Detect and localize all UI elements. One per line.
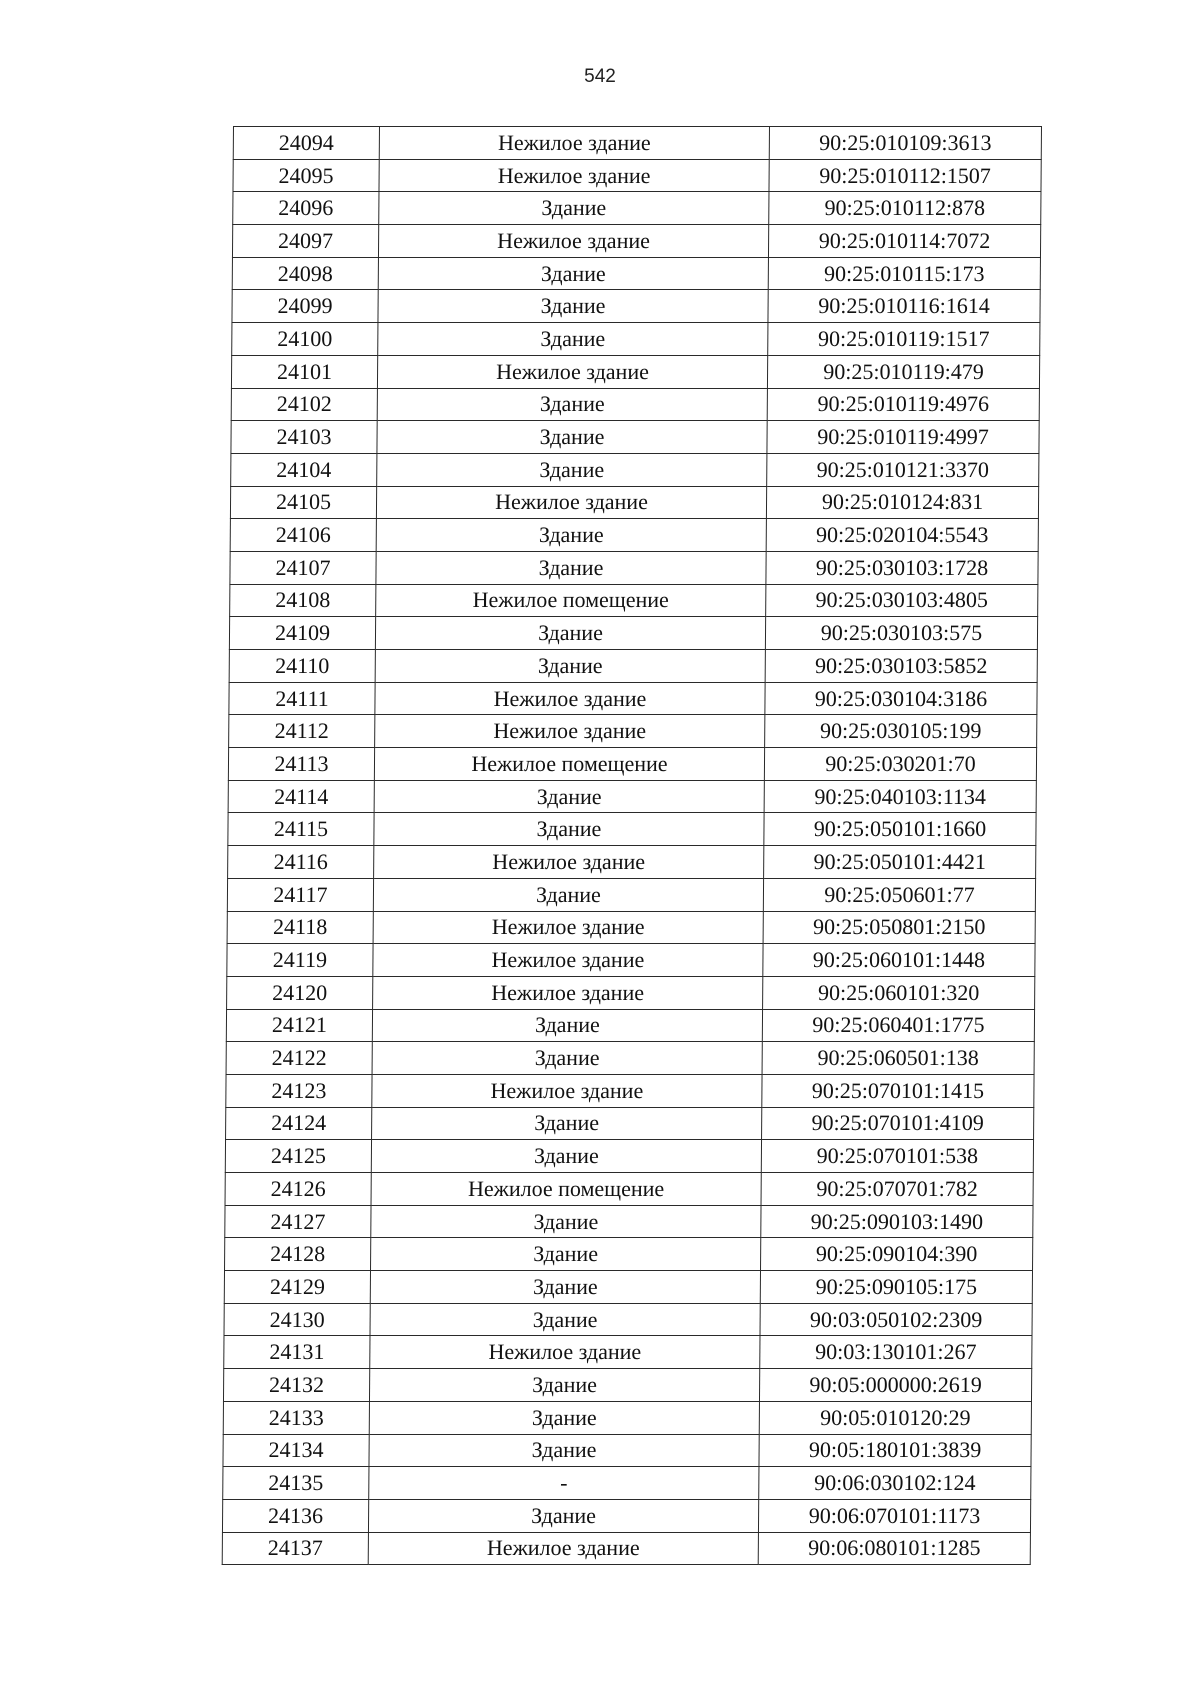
table-row xyxy=(226,1074,1034,1107)
table-row xyxy=(225,1238,1033,1271)
row-number-cell: 24119 xyxy=(227,944,373,977)
cadastral-number-cell: 90:06:070101:1173 xyxy=(758,1499,1030,1532)
row-number-cell: 24106 xyxy=(230,519,376,552)
cadastral-number-cell: 90:25:070701:782 xyxy=(761,1173,1033,1206)
object-type-cell: Здание xyxy=(377,388,767,421)
object-type-cell: Нежилое помещение xyxy=(374,748,764,781)
table-row xyxy=(232,323,1040,356)
object-type-cell: Здание xyxy=(370,1271,760,1304)
cadastral-number-cell: 90:25:070101:1415 xyxy=(762,1074,1034,1107)
object-type-cell: Нежилое здание xyxy=(373,944,763,977)
cadastral-number-cell: 90:25:010119:1517 xyxy=(768,323,1040,356)
row-number-cell: 24135 xyxy=(223,1467,369,1500)
cadastral-number-cell: 90:25:070101:538 xyxy=(761,1140,1033,1173)
table-body xyxy=(222,127,1041,1565)
table-row xyxy=(228,846,1036,879)
table-row xyxy=(225,1173,1033,1206)
table-row xyxy=(223,1434,1031,1467)
registry-table xyxy=(222,126,1042,1565)
table-row xyxy=(232,225,1040,258)
object-type-cell: Здание xyxy=(377,421,767,454)
table-row xyxy=(232,257,1040,290)
cadastral-number-cell: 90:25:010112:878 xyxy=(769,192,1041,225)
cadastral-number-cell: 90:25:050101:1660 xyxy=(764,813,1036,846)
row-number-cell: 24118 xyxy=(227,911,373,944)
cadastral-number-cell: 90:25:010119:4976 xyxy=(767,388,1039,421)
table-row xyxy=(227,911,1035,944)
object-type-cell: Здание xyxy=(378,257,768,290)
object-type-cell: Здание xyxy=(376,519,766,552)
row-number-cell: 24102 xyxy=(231,388,377,421)
cadastral-number-cell: 90:25:030201:70 xyxy=(764,748,1036,781)
table-row xyxy=(233,192,1041,225)
row-number-cell: 24134 xyxy=(223,1434,369,1467)
cadastral-number-cell: 90:25:060101:1448 xyxy=(763,944,1035,977)
cadastral-number-cell: 90:25:050801:2150 xyxy=(763,911,1035,944)
row-number-cell: 24100 xyxy=(232,323,378,356)
cadastral-number-cell: 90:25:010121:3370 xyxy=(767,453,1039,486)
cadastral-number-cell: 90:25:090105:175 xyxy=(760,1271,1032,1304)
table-row xyxy=(224,1303,1032,1336)
row-number-cell: 24109 xyxy=(229,617,375,650)
object-type-cell: Нежилое здание xyxy=(372,1074,762,1107)
object-type-cell: Здание xyxy=(377,453,767,486)
object-type-cell: Здание xyxy=(373,878,763,911)
cadastral-number-cell: 90:05:000000:2619 xyxy=(759,1369,1031,1402)
row-number-cell: 24097 xyxy=(232,225,378,258)
table-row xyxy=(229,650,1037,683)
object-type-cell: Здание xyxy=(378,290,768,323)
cadastral-number-cell: 90:25:020104:5543 xyxy=(766,519,1038,552)
object-type-cell: Нежилое здание xyxy=(378,225,768,258)
object-type-cell: Здание xyxy=(376,551,766,584)
row-number-cell: 24111 xyxy=(229,682,375,715)
table-row xyxy=(226,1009,1034,1042)
table-row xyxy=(230,486,1038,519)
table-row xyxy=(227,878,1035,911)
table-row xyxy=(226,1107,1034,1140)
object-type-cell: Нежилое здание xyxy=(375,682,765,715)
object-type-cell: Здание xyxy=(371,1238,761,1271)
row-number-cell: 24130 xyxy=(224,1303,370,1336)
table-row xyxy=(224,1271,1032,1304)
cadastral-number-cell: 90:06:080101:1285 xyxy=(758,1532,1030,1565)
row-number-cell: 24113 xyxy=(228,748,374,781)
row-number-cell: 24136 xyxy=(222,1499,368,1532)
object-type-cell: Нежилое здание xyxy=(373,911,763,944)
row-number-cell: 24098 xyxy=(232,257,378,290)
table-row xyxy=(224,1336,1032,1369)
row-number-cell: 24132 xyxy=(223,1369,369,1402)
object-type-cell: Нежилое здание xyxy=(370,1336,760,1369)
cadastral-number-cell: 90:03:130101:267 xyxy=(760,1336,1032,1369)
cadastral-number-cell: 90:25:040103:1134 xyxy=(764,780,1036,813)
object-type-cell: Здание xyxy=(369,1401,759,1434)
object-type-cell: Нежилое здание xyxy=(374,846,764,879)
cadastral-number-cell: 90:25:090104:390 xyxy=(761,1238,1033,1271)
cadastral-number-cell: 90:25:090103:1490 xyxy=(761,1205,1033,1238)
object-type-cell: Здание xyxy=(369,1369,759,1402)
row-number-cell: 24123 xyxy=(226,1074,372,1107)
object-type-cell: Нежилое здание xyxy=(373,976,763,1009)
table-row xyxy=(228,780,1036,813)
row-number-cell: 24112 xyxy=(229,715,375,748)
table-row xyxy=(223,1369,1031,1402)
table-row xyxy=(231,355,1039,388)
cadastral-number-cell: 90:25:060101:320 xyxy=(763,976,1035,1009)
table-row xyxy=(222,1532,1030,1565)
cadastral-number-cell: 90:06:030102:124 xyxy=(759,1467,1031,1500)
row-number-cell: 24104 xyxy=(231,453,377,486)
table-row xyxy=(223,1401,1031,1434)
page-number: 542 xyxy=(584,66,616,87)
cadastral-number-cell: 90:25:070101:4109 xyxy=(762,1107,1034,1140)
row-number-cell: 24124 xyxy=(226,1107,372,1140)
object-type-cell: Здание xyxy=(374,780,764,813)
table-row xyxy=(225,1140,1033,1173)
row-number-cell: 24110 xyxy=(229,650,375,683)
object-type-cell: Здание xyxy=(371,1205,761,1238)
row-number-cell: 24095 xyxy=(233,159,379,192)
row-number-cell: 24108 xyxy=(230,584,376,617)
cadastral-number-cell: 90:25:030103:4805 xyxy=(766,584,1038,617)
row-number-cell: 24115 xyxy=(228,813,374,846)
cadastral-number-cell: 90:25:010109:3613 xyxy=(769,127,1041,160)
cadastral-number-cell: 90:25:030103:575 xyxy=(765,617,1037,650)
row-number-cell: 24126 xyxy=(225,1173,371,1206)
object-type-cell: Нежилое здание xyxy=(375,715,765,748)
row-number-cell: 24131 xyxy=(224,1336,370,1369)
object-type-cell: Здание xyxy=(375,650,765,683)
object-type-cell: Здание xyxy=(369,1434,759,1467)
table-row xyxy=(233,159,1041,192)
row-number-cell: 24116 xyxy=(228,846,374,879)
table-row xyxy=(228,813,1036,846)
row-number-cell: 24129 xyxy=(224,1271,370,1304)
object-type-cell: Нежилое помещение xyxy=(371,1173,761,1206)
row-number-cell: 24117 xyxy=(227,878,373,911)
table-row xyxy=(233,127,1041,160)
object-type-cell: Здание xyxy=(372,1009,762,1042)
row-number-cell: 24107 xyxy=(230,551,376,584)
row-number-cell: 24137 xyxy=(222,1532,368,1565)
object-type-cell: Нежилое здание xyxy=(377,355,767,388)
row-number-cell: 24094 xyxy=(233,127,379,160)
cadastral-number-cell: 90:25:030103:1728 xyxy=(766,551,1038,584)
object-type-cell: Нежилое помещение xyxy=(376,584,766,617)
row-number-cell: 24121 xyxy=(226,1009,372,1042)
object-type-cell: Здание xyxy=(374,813,764,846)
object-type-cell: Здание xyxy=(379,192,769,225)
row-number-cell: 24101 xyxy=(231,355,377,388)
table-row xyxy=(227,944,1035,977)
table-row xyxy=(228,748,1036,781)
cadastral-number-cell: 90:25:050601:77 xyxy=(763,878,1035,911)
row-number-cell: 24125 xyxy=(225,1140,371,1173)
row-number-cell: 24099 xyxy=(232,290,378,323)
cadastral-number-cell: 90:25:030104:3186 xyxy=(765,682,1037,715)
table-row xyxy=(222,1499,1030,1532)
object-type-cell: Здание xyxy=(378,323,768,356)
table-row xyxy=(231,388,1039,421)
cadastral-number-cell: 90:25:010114:7072 xyxy=(768,225,1040,258)
row-number-cell: 24128 xyxy=(225,1238,371,1271)
object-type-cell: - xyxy=(369,1467,759,1500)
object-type-cell: Нежилое здание xyxy=(368,1532,758,1565)
object-type-cell: Здание xyxy=(368,1499,758,1532)
cadastral-number-cell: 90:25:010119:4997 xyxy=(767,421,1039,454)
row-number-cell: 24122 xyxy=(226,1042,372,1075)
table-row xyxy=(225,1205,1033,1238)
row-number-cell: 24105 xyxy=(230,486,376,519)
cadastral-number-cell: 90:03:050102:2309 xyxy=(760,1303,1032,1336)
table-row xyxy=(226,1042,1034,1075)
table-row xyxy=(230,519,1038,552)
table-row xyxy=(231,421,1039,454)
object-type-cell: Здание xyxy=(371,1140,761,1173)
table-row xyxy=(227,976,1035,1009)
object-type-cell: Нежилое здание xyxy=(376,486,766,519)
cadastral-number-cell: 90:25:060501:138 xyxy=(762,1042,1034,1075)
cadastral-number-cell: 90:25:010115:173 xyxy=(768,257,1040,290)
cadastral-number-cell: 90:25:010116:1614 xyxy=(768,290,1040,323)
cadastral-number-cell: 90:25:060401:1775 xyxy=(762,1009,1034,1042)
cadastral-number-cell: 90:25:010119:479 xyxy=(767,355,1039,388)
object-type-cell: Здание xyxy=(372,1107,762,1140)
cadastral-number-cell: 90:25:010124:831 xyxy=(766,486,1038,519)
row-number-cell: 24096 xyxy=(233,192,379,225)
cadastral-number-cell: 90:25:030103:5852 xyxy=(765,650,1037,683)
table-row xyxy=(230,584,1038,617)
cadastral-number-cell: 90:25:050101:4421 xyxy=(764,846,1036,879)
row-number-cell: 24114 xyxy=(228,780,374,813)
cadastral-number-cell: 90:25:030105:199 xyxy=(765,715,1037,748)
table-row xyxy=(229,715,1037,748)
table-row xyxy=(229,682,1037,715)
table-row xyxy=(230,551,1038,584)
table-row xyxy=(223,1467,1031,1500)
object-type-cell: Нежилое здание xyxy=(379,159,769,192)
table-row xyxy=(231,453,1039,486)
cadastral-number-cell: 90:25:010112:1507 xyxy=(769,159,1041,192)
table-row xyxy=(232,290,1040,323)
row-number-cell: 24133 xyxy=(223,1401,369,1434)
object-type-cell: Нежилое здание xyxy=(379,127,769,160)
row-number-cell: 24103 xyxy=(231,421,377,454)
table-row xyxy=(229,617,1037,650)
object-type-cell: Здание xyxy=(370,1303,760,1336)
row-number-cell: 24127 xyxy=(225,1205,371,1238)
object-type-cell: Здание xyxy=(372,1042,762,1075)
cadastral-number-cell: 90:05:010120:29 xyxy=(759,1401,1031,1434)
row-number-cell: 24120 xyxy=(227,976,373,1009)
object-type-cell: Здание xyxy=(375,617,765,650)
cadastral-number-cell: 90:05:180101:3839 xyxy=(759,1434,1031,1467)
